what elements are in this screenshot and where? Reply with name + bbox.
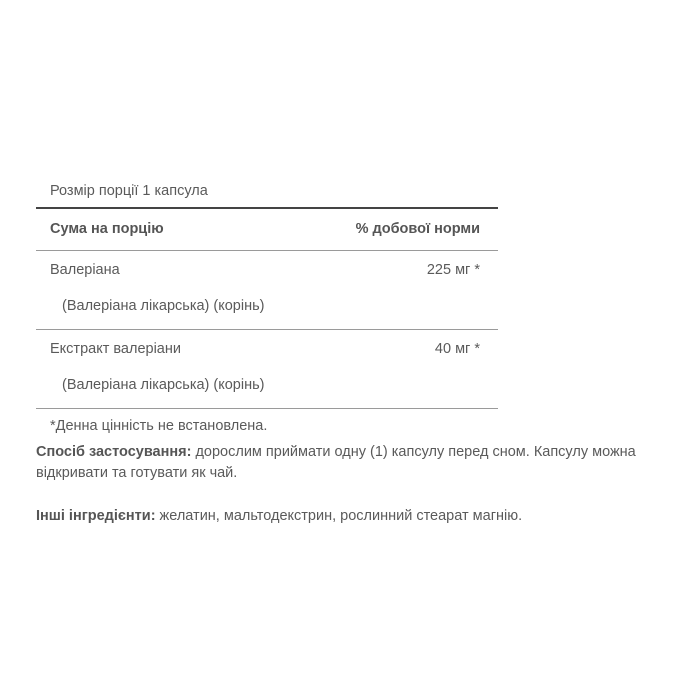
- ingredient-source: (Валеріана лікарська) (корінь): [62, 298, 265, 314]
- daily-value-label: % добової норми: [355, 221, 480, 237]
- supplement-facts-panel: [36, 175, 498, 443]
- ingredient-row: [36, 251, 498, 330]
- usage-text: дорослим приймати одну (1) капсулу перед сном. Капсулу можна відкривати та готувати як чай.: [36, 444, 636, 481]
- serving-size: Розмір порції 1 капсула: [36, 175, 498, 209]
- ingredient-main-line: [50, 257, 480, 283]
- ingredient-row: [36, 330, 498, 409]
- ingredient-source: (Валеріана лікарська) (корінь): [62, 377, 265, 393]
- usage-label: Спосіб застосування:: [36, 444, 192, 460]
- other-ingredients: [36, 506, 670, 527]
- ingredient-amount: 225 мг *: [426, 262, 480, 278]
- ingredient-main-line: [50, 336, 480, 362]
- daily-value-footnote: *Денна цінність не встановлена.: [50, 418, 268, 434]
- facts-header-row: [36, 209, 498, 251]
- other-ingredients-text: желатин, мальтодекстрин, рослинний стеарат магнію.: [155, 508, 523, 524]
- ingredient-name: Екстракт валеріани: [50, 341, 181, 357]
- usage-instructions: [36, 442, 670, 484]
- other-ingredients-label: Інші інгредієнти:: [36, 508, 156, 524]
- ingredient-amount: 40 мг *: [434, 341, 480, 357]
- amount-per-serving-label: Сума на порцію: [50, 221, 164, 237]
- ingredient-name: Валеріана: [50, 262, 120, 278]
